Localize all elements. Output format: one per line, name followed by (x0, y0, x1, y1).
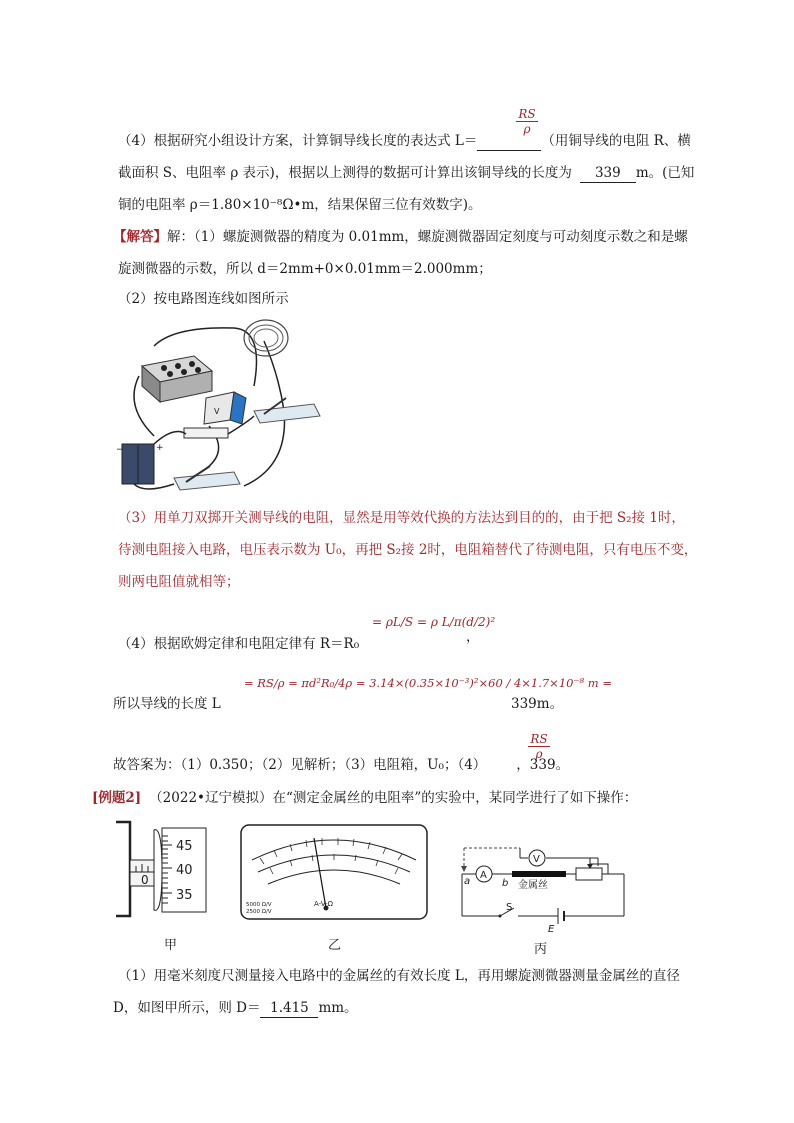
final-denominator: ρ (528, 746, 550, 761)
answer-tag: 【解答】 (113, 229, 167, 245)
voltmeter (184, 392, 246, 438)
wiring-diagram (114, 316, 330, 498)
circuit-figure (458, 844, 630, 940)
circuit-wire-label: 金属丝 (518, 880, 548, 891)
q4-line2-tail: m。(已知 (635, 165, 695, 181)
example2-q1-line2-text: D，如图甲所示，则 D＝ (113, 1000, 261, 1016)
final-numerator: RS (530, 732, 548, 746)
circuit-a-label: A (480, 870, 487, 881)
micrometer-tick-35: 35 (176, 888, 193, 903)
circuit-e-label: E (548, 924, 555, 935)
metal-wire (512, 871, 566, 877)
caption-b: 乙 (328, 938, 342, 953)
example2-text: （2022•辽宁模拟）在“测定金属丝的电阻率”的实验中，某同学进行了如下操作： (149, 790, 638, 806)
fraction-denominator: ρ (516, 121, 538, 136)
resistance-box (142, 356, 212, 402)
micrometer-tick-45: 45 (176, 839, 193, 854)
micrometer-tick-40: 40 (176, 863, 193, 878)
answer-p5-result: 339m。 (511, 696, 564, 712)
q4-line2 (118, 164, 694, 183)
rheostat (576, 868, 602, 880)
q4-line1-text: （4）根据研究小组设计方案，计算铜导线长度的表达式 L＝ (118, 133, 478, 149)
answer-p3-line3: 则两电阻值就相等； (118, 574, 240, 590)
answer-blank-diameter: 1.415 (260, 999, 318, 1018)
answer-p4-text: （4）根据欧姆定律和电阻定律有 R＝R₀ (118, 636, 360, 652)
answer-p3-line1: （3）用单刀双掷开关测导线的电阻，显然是用等效代换的方法达到目的的，由于把 S₂接 1时， (118, 510, 685, 526)
answer-blank-formula (477, 132, 541, 151)
circuit-a-point: a (464, 876, 471, 887)
example2-q1-line2-tail: mm。 (318, 1000, 358, 1016)
answer-p2: （2）按电路图连线如图所示 (118, 291, 289, 307)
caption-c: 丙 (534, 942, 548, 957)
final-answer-text: 故答案为：（1）0.350；（2）见解析；（3）电阻箱，U₀；（4） (113, 757, 487, 773)
final-answer-line (113, 756, 569, 774)
answer-line1 (113, 228, 688, 246)
answer-blank-length: 339 (580, 164, 636, 183)
answer-p5-text: 所以导线的长度 L (113, 696, 221, 712)
knife-switch-top (254, 398, 320, 423)
meter-spec1: 5000 Ω/V (246, 902, 272, 908)
svg-text:−: − (116, 445, 124, 455)
caption-a: 甲 (164, 938, 178, 953)
svg-text:+: + (156, 443, 164, 453)
multimeter-figure (240, 824, 428, 920)
meter-spec2: 2500 Ω/V (246, 909, 272, 915)
micrometer-zero: 0 (141, 873, 149, 887)
example2-q1-line1: （1）用毫米刻度尺测量接入电路中的金属丝的有效长度 L，再用螺旋测微器测量金属丝的直径 (118, 968, 680, 984)
answer-p3-line2: 待测电阻接入电路，电压表示数为 U₀，再把 S₂接 2时，电阻箱替代了待测电阻，只有电压不变， (118, 542, 698, 558)
example2-heading (92, 789, 637, 807)
example2-tag: [例题2] (92, 790, 142, 806)
battery (116, 443, 164, 484)
answer-p4-equation: = ρL/S = ρ L/π(d/2)² (372, 615, 496, 629)
q4-line1 (118, 132, 691, 151)
knife-switch-bottom (174, 466, 240, 490)
voltmeter-label: V (214, 407, 220, 416)
example2-q1-line2 (113, 999, 358, 1018)
fraction-numerator: RS (518, 107, 536, 121)
q4-line3: 铜的电阻率 ρ＝1.80×10⁻⁸Ω•m，结果保留三位有效数字)。 (118, 197, 482, 213)
q4-line1-tail: （用铜导线的电阻 R、横 (541, 133, 691, 149)
final-answer-tail: ，339。 (516, 757, 570, 773)
answer-p4-comma: ， (466, 629, 480, 645)
answer-line1-text: 解：（1）螺旋测微器的精度为 0.01mm，螺旋测微器固定刻度与可动刻度示数之和是螺 (167, 229, 688, 245)
answer-p5-equation: = RS/ρ = πd²R₀/4ρ = 3.14×(0.35×10⁻³)²×60 / 4×1.7×10⁻⁸ m = (244, 676, 612, 690)
circuit-b-point: b (502, 878, 509, 889)
answer-line2: 旋测微器的示数，所以 d＝2mm+0×0.01mm＝2.000mm； (118, 261, 492, 277)
micrometer-figure (112, 820, 208, 918)
circuit-s-label: S (506, 902, 513, 913)
q4-line2-text: 截面积 S、电阻率 ρ 表示)，根据以上测得的数据可计算出该铜导线的长度为 (118, 165, 572, 181)
meter-label: A-V-Ω (314, 900, 334, 908)
circuit-v-label: V (533, 854, 540, 865)
